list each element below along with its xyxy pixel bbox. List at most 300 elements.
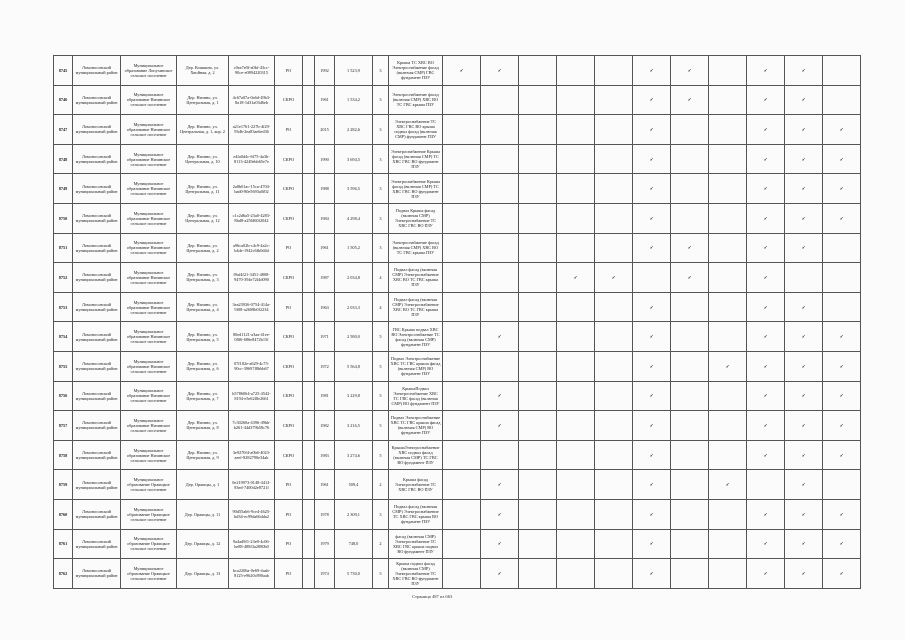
area-cell: 2 033,3: [335, 292, 373, 322]
empty-cell: [481, 203, 519, 233]
empty-cell: [303, 470, 315, 500]
row-number: 8755: [54, 351, 73, 381]
area-cell: 2 034,8: [335, 263, 373, 293]
empty-cell: [443, 529, 481, 559]
empty-cell: [595, 115, 633, 145]
area-cell: 509,4: [335, 470, 373, 500]
empty-cell: [595, 174, 633, 204]
empty-cell: [709, 115, 747, 145]
empty-cell: [519, 292, 557, 322]
empty-cell: [709, 174, 747, 204]
row-number: 8746: [54, 85, 73, 115]
checkmark-icon: ✓: [557, 263, 595, 293]
year-cell: 1988: [315, 174, 335, 204]
checkmark-icon: ✓: [747, 263, 785, 293]
checkmark-icon: ✓: [785, 174, 823, 204]
guid-cell: 4c67a07a-0a6d-49b3-8a18-1d31a03d6eb: [229, 85, 275, 115]
fund-form-cell: СКРО: [275, 351, 303, 381]
empty-cell: [747, 470, 785, 500]
guid-cell: a21e1761-227b-4f29-93db-2ea83ae6ed36: [229, 115, 275, 145]
checkmark-icon: ✓: [633, 381, 671, 411]
empty-cell: [443, 203, 481, 233]
checkmark-icon: ✓: [785, 351, 823, 381]
empty-cell: [519, 559, 557, 589]
works-list-cell: ГВС Крыша подвал ХВС ВО Электроснабжение ТС фасад (включая СМР) фундамент ПЗУ: [389, 322, 443, 352]
empty-cell: [443, 440, 481, 470]
empty-cell: [557, 351, 595, 381]
empty-cell: [671, 351, 709, 381]
works-list-cell: Электроснабжение Крыша фасад (включая СМР) ТС ХВС ГВС ВО фундамент ПЗУ: [389, 174, 443, 204]
works-list-cell: Электроснабжение Крыша фасад (включая СМР) ТС ХВС ГВС ВО фундамент ПЗУ: [389, 144, 443, 174]
floors-cell: 3: [373, 56, 389, 86]
year-cell: 1981: [315, 381, 335, 411]
address-cell: Дер. Низино, ул. Центральная, д. 11: [177, 174, 229, 204]
checkmark-icon: ✓: [747, 144, 785, 174]
empty-cell: [595, 411, 633, 441]
table-row: [54, 85, 861, 115]
floors-cell: 3: [373, 499, 389, 529]
empty-cell: [519, 203, 557, 233]
checkmark-icon: ✓: [633, 292, 671, 322]
empty-cell: [519, 381, 557, 411]
settlement-cell: Муниципальное образование Низинское сельское поселение: [121, 233, 177, 263]
floors-cell: 3: [373, 85, 389, 115]
address-cell: Дер. Низино, ул. Центральная, д. 1: [177, 85, 229, 115]
year-cell: 1974: [315, 559, 335, 589]
district-cell: Ломоносовский муниципальный район: [73, 292, 121, 322]
area-cell: 1 505,2: [335, 233, 373, 263]
empty-cell: [519, 233, 557, 263]
empty-cell: [303, 411, 315, 441]
guid-cell: 07f182e-a629-4c75-90cc-39697f8bbb67: [229, 351, 275, 381]
empty-cell: [595, 499, 633, 529]
checkmark-icon: ✓: [785, 529, 823, 559]
fund-form-cell: РО: [275, 559, 303, 589]
empty-cell: [557, 115, 595, 145]
empty-cell: [709, 411, 747, 441]
empty-cell: [557, 56, 595, 86]
empty-cell: [671, 559, 709, 589]
checkmark-icon: ✓: [709, 470, 747, 500]
table-row: [54, 115, 861, 145]
empty-cell: [709, 529, 747, 559]
empty-cell: [823, 233, 861, 263]
row-number: 8761: [54, 529, 73, 559]
table-row: [54, 56, 861, 86]
address-cell: Дер. Низино, ул. Центральная, д. 7: [177, 381, 229, 411]
empty-cell: [671, 144, 709, 174]
table-row: [54, 529, 861, 559]
guid-cell: 3e9270f4-a0b6-4023-aeef-8282790e34ab: [229, 440, 275, 470]
empty-cell: [709, 203, 747, 233]
empty-cell: [557, 322, 595, 352]
row-number: 8752: [54, 263, 73, 293]
empty-cell: [519, 263, 557, 293]
address-cell: Дер. Низино, ул. Центральная, д. 10: [177, 144, 229, 174]
floors-cell: 3: [373, 233, 389, 263]
empty-cell: [595, 529, 633, 559]
empty-cell: [595, 440, 633, 470]
checkmark-icon: ✓: [823, 559, 861, 589]
empty-cell: [481, 85, 519, 115]
empty-cell: [823, 263, 861, 293]
checkmark-icon: ✓: [823, 115, 861, 145]
area-cell: 3 274,6: [335, 440, 373, 470]
empty-cell: [595, 559, 633, 589]
checkmark-icon: ✓: [633, 203, 671, 233]
works-list-cell: Подвал Электроснабжение ХВС ТС ГВС крыша фасад (включая СМР) ВО фундамент ПЗУ: [389, 411, 443, 441]
checkmark-icon: ✓: [747, 381, 785, 411]
empty-cell: [443, 351, 481, 381]
empty-cell: [595, 233, 633, 263]
row-number: 8756: [54, 381, 73, 411]
empty-cell: [303, 203, 315, 233]
empty-cell: [595, 85, 633, 115]
empty-cell: [823, 470, 861, 500]
checkmark-icon: ✓: [785, 85, 823, 115]
empty-cell: [303, 144, 315, 174]
empty-cell: [557, 292, 595, 322]
year-cell: 1990: [315, 144, 335, 174]
fund-form-cell: СКРО: [275, 322, 303, 352]
empty-cell: [671, 322, 709, 352]
settlement-cell: Муниципальное образование Низинское сельское поселение: [121, 411, 177, 441]
empty-cell: [303, 174, 315, 204]
table-row: [54, 411, 861, 441]
address-cell: Дер. Низино, ул. Центральная, д. 4: [177, 292, 229, 322]
address-cell: Дер. Низино, ул. Центральная, д. 5: [177, 322, 229, 352]
floors-cell: 3: [373, 144, 389, 174]
empty-cell: [443, 85, 481, 115]
fund-form-cell: СКРО: [275, 440, 303, 470]
checkmark-icon: ✓: [481, 470, 519, 500]
checkmark-icon: ✓: [747, 499, 785, 529]
empty-cell: [519, 56, 557, 86]
checkmark-icon: ✓: [747, 85, 785, 115]
register-rows: [54, 56, 861, 589]
table-row: [54, 470, 861, 500]
checkmark-icon: ✓: [785, 381, 823, 411]
guid-cell: 7c30260a-4396-49bb-b261-44d379b58c76: [229, 411, 275, 441]
empty-cell: [557, 381, 595, 411]
empty-cell: [303, 559, 315, 589]
empty-cell: [303, 233, 315, 263]
address-cell: Дер. Кошкино, ул. Хвойная, д. 2: [177, 56, 229, 86]
empty-cell: [303, 381, 315, 411]
empty-cell: [557, 411, 595, 441]
empty-cell: [443, 322, 481, 352]
fund-form-cell: РО: [275, 292, 303, 322]
floors-cell: 3: [373, 115, 389, 145]
district-cell: Ломоносовский муниципальный район: [73, 559, 121, 589]
checkmark-icon: ✓: [747, 115, 785, 145]
table-row: [54, 203, 861, 233]
fund-form-cell: СКРО: [275, 411, 303, 441]
area-cell: 2 309,1: [335, 499, 373, 529]
year-cell: 1963: [315, 292, 335, 322]
empty-cell: [557, 470, 595, 500]
table-row: [54, 351, 861, 381]
checkmark-icon: ✓: [671, 85, 709, 115]
checkmark-icon: ✓: [785, 203, 823, 233]
area-cell: 2 282,6: [335, 115, 373, 145]
checkmark-icon: ✓: [595, 263, 633, 293]
year-cell: 1992: [315, 56, 335, 86]
empty-cell: [519, 411, 557, 441]
checkmark-icon: ✓: [633, 351, 671, 381]
fund-form-cell: СКРО: [275, 144, 303, 174]
empty-cell: [671, 440, 709, 470]
floors-cell: 3: [373, 174, 389, 204]
checkmark-icon: ✓: [481, 529, 519, 559]
works-list-cell: КрышаПодвал Электроснабжение ХВС ТС ГВС фасад (включая СМР) ВО фундамент ПЗУ: [389, 381, 443, 411]
empty-cell: [303, 351, 315, 381]
table-row: [54, 322, 861, 352]
works-list-cell: Крыша ТС ХВС ВО Электроснабжение фасад (включая СМР) ГВС фундамент ПЗУ: [389, 56, 443, 86]
guid-cell: 9a4ad9f1-23e8-4c06-be88-488f3a2880b0: [229, 529, 275, 559]
year-cell: 1984: [315, 203, 335, 233]
checkmark-icon: ✓: [747, 440, 785, 470]
empty-cell: [443, 115, 481, 145]
settlement-cell: Муниципальное образование Оржицкое сельское поселение: [121, 529, 177, 559]
empty-cell: [671, 529, 709, 559]
empty-cell: [443, 381, 481, 411]
empty-cell: [671, 381, 709, 411]
fund-form-cell: РО: [275, 233, 303, 263]
fund-form-cell: СКРО: [275, 381, 303, 411]
checkmark-icon: ✓: [823, 144, 861, 174]
checkmark-icon: ✓: [481, 56, 519, 86]
empty-cell: [785, 263, 823, 293]
checkmark-icon: ✓: [823, 203, 861, 233]
checkmark-icon: ✓: [443, 56, 481, 86]
empty-cell: [557, 440, 595, 470]
checkmark-icon: ✓: [633, 115, 671, 145]
checkmark-icon: ✓: [633, 322, 671, 352]
district-cell: Ломоносовский муниципальный район: [73, 85, 121, 115]
settlement-cell: Муниципальное образование Низинское сельское поселение: [121, 440, 177, 470]
guid-cell: 3ea23936-0754-414a-9f08-a2608b0f2234: [229, 292, 275, 322]
empty-cell: [595, 381, 633, 411]
empty-cell: [519, 499, 557, 529]
guid-cell: 0e219973-0148-4412-83ed-7400d2e8721f: [229, 470, 275, 500]
row-number: 8757: [54, 411, 73, 441]
area-cell: 5 730,0: [335, 559, 373, 589]
works-list-cell: КрышаЭлектроснабжение ХВС подвал фасад (включая СМР) ТС ГВС ВО фундамент ПЗУ: [389, 440, 443, 470]
empty-cell: [443, 144, 481, 174]
empty-cell: [595, 144, 633, 174]
area-cell: 3 229,8: [335, 381, 373, 411]
address-cell: Дер. Низино, ул. Центральная, д. 1, кор. 2: [177, 115, 229, 145]
works-list-cell: Подвал фасад (включая СМР) Электроснабжение ХВС ВО ТС ГВС крыша ПЗУ: [389, 263, 443, 293]
checkmark-icon: ✓: [747, 233, 785, 263]
address-cell: Дер. Низино, ул. Центральная, д. 9: [177, 440, 229, 470]
year-cell: 1961: [315, 470, 335, 500]
works-list-cell: фасад (включая СМР) Электроснабжение ТС ХВС ГВС крыша подвал ВО фундамент ПЗУ: [389, 529, 443, 559]
checkmark-icon: ✓: [785, 144, 823, 174]
empty-cell: [557, 529, 595, 559]
empty-cell: [823, 56, 861, 86]
fund-form-cell: СКРО: [275, 203, 303, 233]
fund-form-cell: РО: [275, 56, 303, 86]
checkmark-icon: ✓: [747, 529, 785, 559]
checkmark-icon: ✓: [671, 56, 709, 86]
empty-cell: [443, 292, 481, 322]
works-list-cell: Подвал Крыша фасад (включая СМР) Электроснабжение ТС ХВС ГВС ВО ПЗУ: [389, 203, 443, 233]
empty-cell: [481, 440, 519, 470]
district-cell: Ломоносовский муниципальный район: [73, 263, 121, 293]
year-cell: 1979: [315, 529, 335, 559]
empty-cell: [443, 174, 481, 204]
empty-cell: [443, 559, 481, 589]
district-cell: Ломоносовский муниципальный район: [73, 470, 121, 500]
empty-cell: [557, 203, 595, 233]
empty-cell: [709, 263, 747, 293]
empty-cell: [557, 233, 595, 263]
table-row: [54, 174, 861, 204]
checkmark-icon: ✓: [633, 85, 671, 115]
empty-cell: [671, 411, 709, 441]
row-number: 8760: [54, 499, 73, 529]
empty-cell: [633, 263, 671, 293]
checkmark-icon: ✓: [747, 203, 785, 233]
checkmark-icon: ✓: [785, 411, 823, 441]
empty-cell: [303, 440, 315, 470]
empty-cell: [303, 529, 315, 559]
address-cell: Дер. Оржицы, д. 1: [177, 470, 229, 500]
floors-cell: 4: [373, 292, 389, 322]
guid-cell: c0ea7e0f-a0bf-43cc-90ce-e0894220315: [229, 56, 275, 86]
empty-cell: [481, 144, 519, 174]
fund-form-cell: РО: [275, 115, 303, 145]
settlement-cell: Муниципальное образование Низинское сельское поселение: [121, 85, 177, 115]
empty-cell: [595, 470, 633, 500]
area-cell: 1 523,9: [335, 56, 373, 86]
row-number: 8753: [54, 292, 73, 322]
works-list-cell: Подвал фасад (включая СМР) Электроснабжение ТС ХВС ГВС крыша ВО фундамент ПЗУ: [389, 499, 443, 529]
year-cell: 1983: [315, 440, 335, 470]
guid-cell: a96ca02b-c4c9-4a2c-b4de-1942c6fb0d4d: [229, 233, 275, 263]
address-cell: Дер. Низино, ул. Центральная, д. 3: [177, 263, 229, 293]
area-cell: 3 694,5: [335, 144, 373, 174]
address-cell: Дер. Низино, ул. Центральная, д. 2: [177, 233, 229, 263]
works-list-cell: Крыша фасад Электроснабжение ТС ХВС ГВС ВО ПЗУ: [389, 470, 443, 500]
empty-cell: [823, 292, 861, 322]
table-row: [54, 499, 861, 529]
works-list-cell: Крыша подвал фасад (включая СМР) Электроснабжение ТС ХВС ГВС ВО фундамент ПЗУ: [389, 559, 443, 589]
empty-cell: [671, 203, 709, 233]
empty-cell: [709, 233, 747, 263]
empty-cell: [557, 85, 595, 115]
year-cell: 1961: [315, 85, 335, 115]
table-row: [54, 233, 861, 263]
empty-cell: [595, 56, 633, 86]
checkmark-icon: ✓: [823, 351, 861, 381]
area-cell: 2 580,0: [335, 322, 373, 352]
floors-cell: 2: [373, 529, 389, 559]
checkmark-icon: ✓: [747, 322, 785, 352]
empty-cell: [519, 440, 557, 470]
empty-cell: [519, 351, 557, 381]
checkmark-icon: ✓: [785, 322, 823, 352]
empty-cell: [595, 351, 633, 381]
empty-cell: [303, 85, 315, 115]
district-cell: Ломоносовский муниципальный район: [73, 440, 121, 470]
empty-cell: [557, 174, 595, 204]
table-row: [54, 381, 861, 411]
empty-cell: [519, 85, 557, 115]
empty-cell: [481, 263, 519, 293]
checkmark-icon: ✓: [785, 559, 823, 589]
area-cell: 4 298,4: [335, 203, 373, 233]
area-cell: 1 534,2: [335, 85, 373, 115]
checkmark-icon: ✓: [785, 470, 823, 500]
address-cell: Дер. Низино, ул. Центральная, д. 8: [177, 411, 229, 441]
settlement-cell: Муниципальное образование Оржицкое сельское поселение: [121, 559, 177, 589]
empty-cell: [303, 115, 315, 145]
settlement-cell: Муниципальное образование Низинское сельское поселение: [121, 381, 177, 411]
row-number: 8751: [54, 233, 73, 263]
guid-cell: 2a8b01ac-15ca-4704-bad0-80e5693a0f02: [229, 174, 275, 204]
empty-cell: [519, 174, 557, 204]
checkmark-icon: ✓: [633, 470, 671, 500]
year-cell: 2015: [315, 115, 335, 145]
floors-cell: 5: [373, 381, 389, 411]
empty-cell: [303, 292, 315, 322]
guid-cell: b5786064-a725-4542-8194-e5e62f8e2661: [229, 381, 275, 411]
empty-cell: [557, 499, 595, 529]
register-table: [53, 55, 861, 589]
floors-cell: 4: [373, 263, 389, 293]
checkmark-icon: ✓: [823, 322, 861, 352]
fund-form-cell: СКРО: [275, 263, 303, 293]
fund-form-cell: РО: [275, 499, 303, 529]
floors-cell: 5: [373, 559, 389, 589]
checkmark-icon: ✓: [481, 322, 519, 352]
district-cell: Ломоносовский муниципальный район: [73, 411, 121, 441]
empty-cell: [481, 115, 519, 145]
district-cell: Ломоносовский муниципальный район: [73, 174, 121, 204]
year-cell: 1961: [315, 233, 335, 263]
fund-form-cell: СКРО: [275, 174, 303, 204]
empty-cell: [709, 440, 747, 470]
empty-cell: [443, 233, 481, 263]
checkmark-icon: ✓: [823, 381, 861, 411]
works-list-cell: Подвал фасад (включая СМР) Электроснабжение ХВС ВО ТС ГВС крыша ПЗУ: [389, 292, 443, 322]
empty-cell: [709, 381, 747, 411]
fund-form-cell: РО: [275, 529, 303, 559]
floors-cell: 3: [373, 203, 389, 233]
floors-cell: 5: [373, 411, 389, 441]
empty-cell: [303, 499, 315, 529]
year-cell: 1987: [315, 263, 335, 293]
empty-cell: [557, 559, 595, 589]
row-number: 8745: [54, 56, 73, 86]
year-cell: 1978: [315, 499, 335, 529]
settlement-cell: Муниципальное образование Низинское сельское поселение: [121, 263, 177, 293]
checkmark-icon: ✓: [633, 144, 671, 174]
empty-cell: [481, 233, 519, 263]
guid-cell: c1c2d6a5-23a0-4283-8bd8-a256f60f2042: [229, 203, 275, 233]
checkmark-icon: ✓: [633, 233, 671, 263]
row-number: 8758: [54, 440, 73, 470]
empty-cell: [595, 203, 633, 233]
checkmark-icon: ✓: [481, 499, 519, 529]
settlement-cell: Муниципальное образование Оржицкое сельское поселение: [121, 470, 177, 500]
fund-form-cell: РО: [275, 470, 303, 500]
guid-cell: e4fa0d4c-6f75-4a3b-8113-4249ebb65e7e: [229, 144, 275, 174]
address-cell: Дер. Оржицы, д. 13: [177, 559, 229, 589]
